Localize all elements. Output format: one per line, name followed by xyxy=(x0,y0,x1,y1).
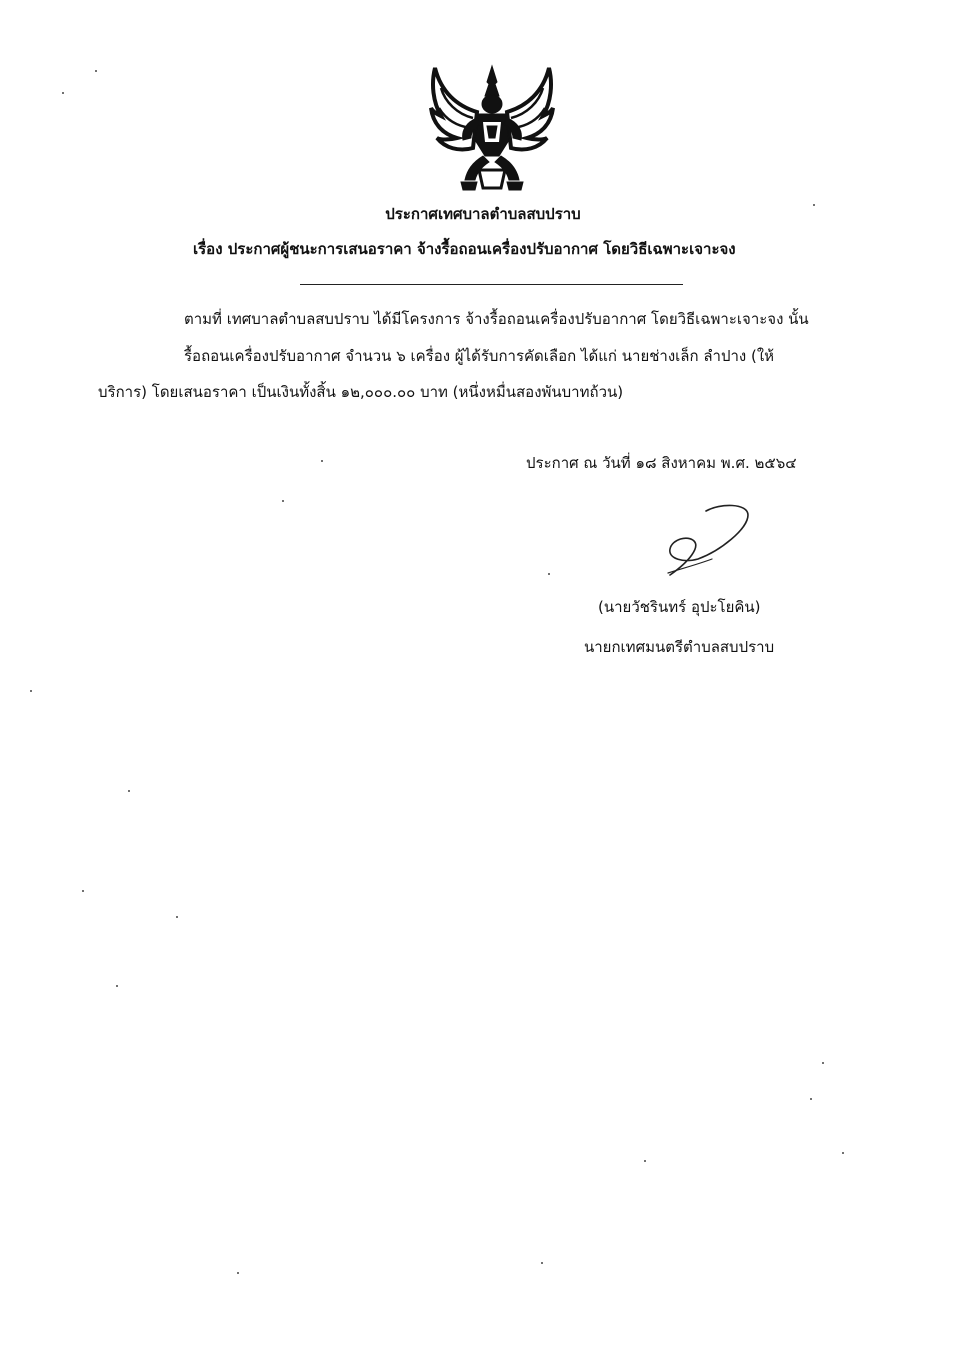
signer-position: นายกเทศมนตรีตำบลสบปราบ xyxy=(584,638,775,656)
garuda-emblem xyxy=(427,62,557,194)
body-line-3: บริการ) โดยเสนอราคา เป็นเงินทั้งสิ้น ๑๒,๐๐๐.๐๐ บาท (หนึ่งหมื่นสองพันบาทถ้วน) xyxy=(98,383,624,401)
handwritten-signature xyxy=(660,503,755,583)
issuer-heading: ประกาศเทศบาลตำบลสบปราบ xyxy=(385,205,581,223)
signer-name: (นายวัชรินทร์ อุปะโยคิน) xyxy=(598,598,761,616)
body-line-1: ตามที่ เทศบาลตำบลสบปราบ ได้มีโครงการ จ้างรื้อถอนเครื่องปรับอากาศ โดยวิธีเฉพาะเจาะจง นั้น xyxy=(184,310,809,328)
subject-heading: เรื่อง ประกาศผู้ชนะการเสนอราคา จ้างรื้อถอนเครื่องปรับอากาศ โดยวิธีเฉพาะเจาะจง xyxy=(193,240,736,258)
body-line-2: รื้อถอนเครื่องปรับอากาศ จำนวน ๖ เครื่อง ผู้ได้รับการคัดเลือก ได้แก่ นายช่างเล็ก ลำปาง (ให้ xyxy=(184,347,775,365)
announcement-date: ประกาศ ณ วันที่ ๑๘ สิงหาคม พ.ศ. ๒๕๖๔ xyxy=(526,454,797,472)
divider xyxy=(300,284,683,285)
